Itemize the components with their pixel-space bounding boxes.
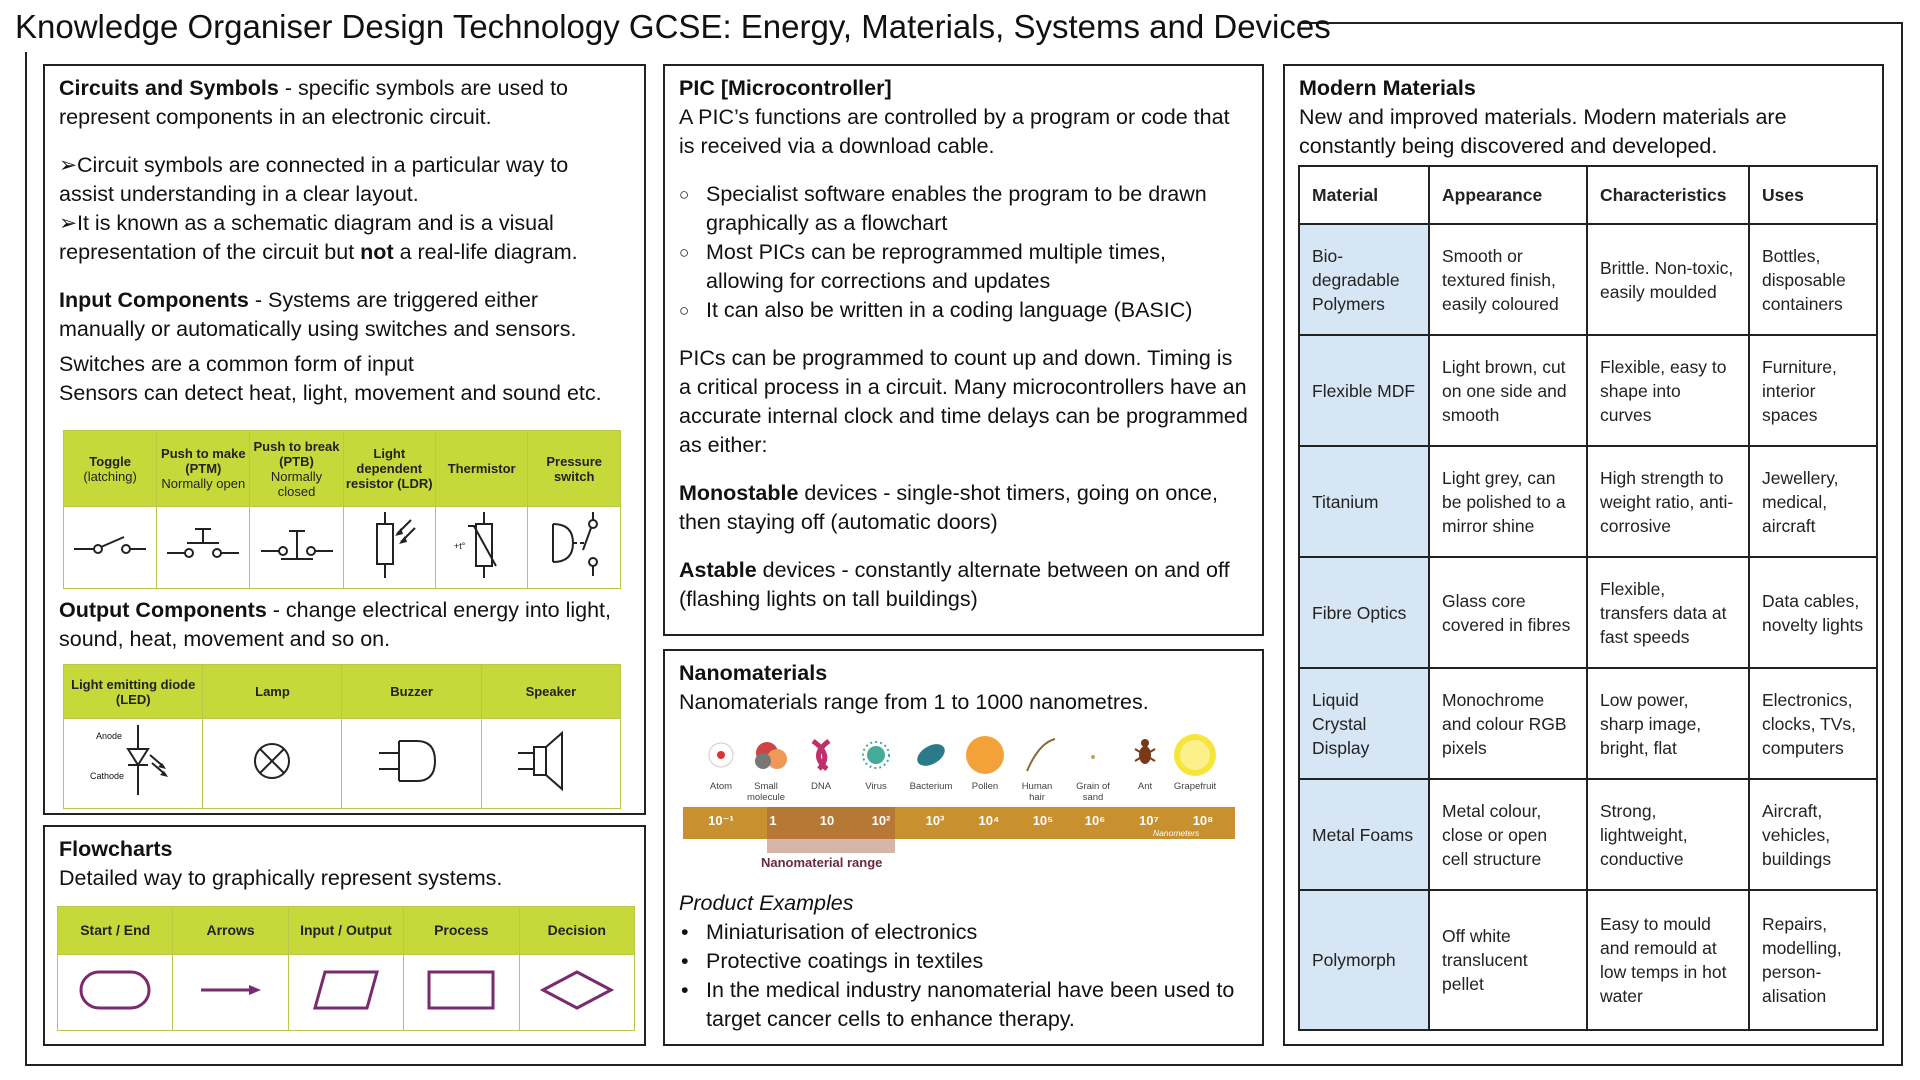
circuits-point-1 bbox=[59, 151, 629, 209]
input-line-1: Switches are a common form of input bbox=[59, 352, 414, 376]
thermistor-icon bbox=[435, 507, 527, 589]
scale-tick: 10⁴ bbox=[978, 813, 1000, 828]
thermistor-temp-label: +t° bbox=[453, 541, 466, 551]
header-sub: Normally closed bbox=[270, 468, 323, 499]
material-appearance: Smooth or textured finish, easily coloured bbox=[1429, 224, 1587, 335]
virus-icon bbox=[863, 742, 889, 768]
product-example: • In the medical industry nanomaterial have been used to target cancer cells to enhance therapy. bbox=[679, 976, 1249, 1034]
col-uses: Uses bbox=[1749, 166, 1877, 224]
col-characteristics: Characteristics bbox=[1587, 166, 1749, 224]
monostable-term: Monostable bbox=[679, 481, 799, 505]
monostable-text: devices - single-shot timers, going on once, then staying off (automatic doors) bbox=[679, 481, 1218, 534]
input-header-ptb bbox=[250, 431, 343, 507]
anode-label: Anode bbox=[96, 731, 123, 741]
nano-label-small-molecule: Small molecule bbox=[746, 781, 786, 803]
product-example: • Protective coatings in textiles bbox=[679, 947, 1249, 976]
material-name: Bio-degradable Polymers bbox=[1299, 224, 1429, 335]
material-name: Titanium bbox=[1299, 446, 1429, 557]
pic-intro: A PIC’s functions are controlled by a program or code that is received via a download cable. bbox=[679, 105, 1230, 158]
circuits-point-2-end: a real-life diagram. bbox=[393, 240, 578, 264]
buzzer-icon bbox=[342, 719, 481, 809]
nano-label-bacterium: Bacterium bbox=[909, 781, 953, 792]
output-header-speaker: Speaker bbox=[481, 665, 620, 719]
arrow-bullet-icon: ➢ bbox=[59, 211, 78, 235]
table-row bbox=[1299, 890, 1877, 1030]
circuits-point-2-bold: not bbox=[360, 240, 394, 264]
table-row bbox=[1299, 335, 1877, 446]
material-name: Metal Foams bbox=[1299, 779, 1429, 890]
lamp-icon bbox=[203, 719, 342, 809]
header-main: Thermistor bbox=[447, 461, 516, 476]
product-examples-heading: Product Examples bbox=[679, 891, 854, 915]
scale-tick: 10⁻¹ bbox=[708, 813, 734, 828]
col-appearance: Appearance bbox=[1429, 166, 1587, 224]
push-to-make-icon bbox=[157, 507, 250, 589]
modern-heading: Modern Materials bbox=[1299, 76, 1476, 100]
dna-icon bbox=[813, 741, 829, 769]
grain-of-sand-icon bbox=[1091, 755, 1095, 759]
nano-label-grain-of-sand: Grain of sand bbox=[1076, 781, 1110, 803]
scale-tick: 10 bbox=[819, 813, 835, 828]
table-row bbox=[1299, 779, 1877, 890]
header-main: Toggle bbox=[89, 453, 131, 469]
header-sub: Normally open bbox=[161, 476, 246, 491]
material-characteristics: Easy to mould and remould at low temps in hot water bbox=[1587, 890, 1749, 1030]
header-main: Pressure switch bbox=[546, 453, 603, 484]
material-characteristics: Flexible, transfers data at fast speeds bbox=[1587, 557, 1749, 668]
flowcharts-intro: Detailed way to graphically represent systems. bbox=[59, 866, 503, 890]
arrow-shape-icon bbox=[173, 955, 288, 1031]
diamond-shape-icon bbox=[519, 955, 634, 1031]
material-name: Liquid Crystal Display bbox=[1299, 668, 1429, 779]
astable-term: Astable bbox=[679, 558, 757, 582]
output-header-lamp: Lamp bbox=[203, 665, 342, 719]
table-row bbox=[1299, 668, 1877, 779]
product-example: • Miniaturisation of electronics bbox=[679, 918, 1249, 947]
material-appearance: Glass core covered in fibres bbox=[1429, 557, 1587, 668]
output-heading: Output Components bbox=[59, 598, 267, 622]
circuits-intro bbox=[59, 74, 629, 132]
nano-label-ant: Ant bbox=[1137, 781, 1153, 792]
output-intro bbox=[59, 596, 639, 654]
header-main: Light dependent resistor (LDR) bbox=[345, 446, 433, 491]
input-header-ldr bbox=[343, 431, 435, 507]
input-header-pressure bbox=[528, 431, 621, 507]
pic-bullet: ○ It can also be written in a coding language (BASIC) bbox=[679, 296, 1249, 325]
material-uses: Repairs, modelling, person-alisation bbox=[1749, 890, 1877, 1030]
pic-astable bbox=[679, 556, 1249, 614]
speaker-icon bbox=[481, 719, 620, 809]
material-uses: Bottles, disposable containers bbox=[1749, 224, 1877, 335]
pressure-switch-icon bbox=[528, 507, 621, 589]
scale-unit: Nanometers bbox=[1153, 828, 1200, 838]
material-uses: Furniture, interior spaces bbox=[1749, 335, 1877, 446]
small-molecule-icon bbox=[755, 742, 787, 769]
flowcharts-panel bbox=[43, 825, 646, 1046]
circuits-intro-text: - specific symbols are used to represent components in an electronic circuit. bbox=[59, 76, 569, 129]
parallelogram-shape-icon bbox=[288, 955, 403, 1031]
input-header-thermistor bbox=[435, 431, 527, 507]
scale-tick: 10⁸ bbox=[1192, 813, 1214, 828]
pic-panel bbox=[663, 64, 1264, 636]
scale-tick: 10² bbox=[871, 813, 891, 828]
material-uses: Aircraft, vehicles, buildings bbox=[1749, 779, 1877, 890]
arrow-bullet-icon: ➢ bbox=[59, 153, 78, 177]
header-main: Push to break (PTB) bbox=[253, 438, 340, 469]
material-uses: Data cables, novelty lights bbox=[1749, 557, 1877, 668]
table-row bbox=[1299, 446, 1877, 557]
nano-label-grapefruit: Grapefruit bbox=[1173, 781, 1217, 792]
circuits-point-2 bbox=[59, 209, 629, 267]
flowcharts-heading: Flowcharts bbox=[59, 837, 173, 861]
astable-text: devices - constantly alternate between on and off (flashing lights on tall buildings) bbox=[679, 558, 1230, 611]
pic-bullets bbox=[679, 180, 1249, 325]
ldr-icon bbox=[343, 507, 435, 589]
led-icon bbox=[64, 719, 203, 809]
pic-paragraph: PICs can be programmed to count up and down. Timing is a critical process in a circuit. Many microcontrollers have an accurate internal clock and time delays can be programmed as either: bbox=[679, 346, 1248, 457]
atom-icon bbox=[709, 743, 733, 767]
scale-tick: 10⁷ bbox=[1139, 813, 1159, 828]
circuits-panel bbox=[43, 64, 646, 815]
input-intro bbox=[59, 286, 629, 344]
material-name: Fibre Optics bbox=[1299, 557, 1429, 668]
material-characteristics: Strong, lightweight, conductive bbox=[1587, 779, 1749, 890]
output-header-led: Light emitting diode (LED) bbox=[64, 665, 203, 719]
material-characteristics: Flexible, easy to shape into curves bbox=[1587, 335, 1749, 446]
table-row bbox=[1299, 557, 1877, 668]
flow-header-input-output: Input / Output bbox=[288, 907, 403, 955]
pic-monostable bbox=[679, 479, 1249, 537]
rectangle-shape-icon bbox=[404, 955, 519, 1031]
scale-tick: 1 bbox=[769, 813, 777, 828]
circuits-heading: Circuits and Symbols bbox=[59, 76, 279, 100]
nano-scale-graphic bbox=[683, 731, 1235, 870]
nano-range-label: Nanomaterial range bbox=[761, 855, 883, 870]
header-sub: (latching) bbox=[83, 468, 137, 484]
material-appearance: Light grey, can be polished to a mirror shine bbox=[1429, 446, 1587, 557]
toggle-switch-icon bbox=[64, 507, 157, 589]
material-uses: Jewellery, medical, aircraft bbox=[1749, 446, 1877, 557]
scale-tick: 10⁶ bbox=[1084, 813, 1106, 828]
material-characteristics: Low power, sharp image, bright, flat bbox=[1587, 668, 1749, 779]
material-characteristics: High strength to weight ratio, anti-corrosive bbox=[1587, 446, 1749, 557]
flow-header-process: Process bbox=[404, 907, 519, 955]
input-symbols-table bbox=[63, 430, 621, 589]
nano-panel bbox=[663, 649, 1264, 1046]
material-appearance: Metal colour, close or open cell structure bbox=[1429, 779, 1587, 890]
grapefruit-icon bbox=[1174, 734, 1216, 776]
ant-icon bbox=[1135, 739, 1155, 764]
header-main: Push to make (PTM) bbox=[161, 446, 246, 476]
bacterium-icon bbox=[914, 740, 949, 771]
material-appearance: Monochrome and colour RGB pixels bbox=[1429, 668, 1587, 779]
material-uses: Electronics, clocks, TVs, computers bbox=[1749, 668, 1877, 779]
nano-label-virus: Virus bbox=[865, 781, 887, 792]
output-symbols-table bbox=[63, 664, 621, 809]
flow-header-arrows: Arrows bbox=[173, 907, 288, 955]
input-header-ptm bbox=[157, 431, 250, 507]
input-header-toggle bbox=[64, 431, 157, 507]
nano-label-atom: Atom bbox=[709, 781, 733, 792]
circuits-point-1-text: Circuit symbols are connected in a particular way to assist understanding in a clear layout. bbox=[59, 153, 569, 206]
pic-heading: PIC [Microcontroller] bbox=[679, 76, 892, 100]
material-appearance: Off white translucent pellet bbox=[1429, 890, 1587, 1030]
material-name: Polymorph bbox=[1299, 890, 1429, 1030]
push-to-break-icon bbox=[250, 507, 343, 589]
product-examples-list bbox=[679, 918, 1249, 1034]
flowchart-symbols-table bbox=[57, 906, 635, 1031]
col-material: Material bbox=[1299, 166, 1429, 224]
material-appearance: Light brown, cut on one side and smooth bbox=[1429, 335, 1587, 446]
input-line-2: Sensors can detect heat, light, movement and sound etc. bbox=[59, 381, 602, 405]
pollen-icon bbox=[966, 736, 1004, 774]
cathode-label: Cathode bbox=[90, 771, 125, 781]
modern-intro: New and improved materials. Modern materials are constantly being discovered and developed. bbox=[1299, 105, 1787, 158]
page-title: Knowledge Organiser Design Technology GCSE: Energy, Materials, Systems and Devices bbox=[15, 8, 1331, 45]
pic-bullet: ○ Specialist software enables the program to be drawn graphically as a flowchart bbox=[679, 180, 1249, 238]
flow-header-start-end: Start / End bbox=[58, 907, 173, 955]
scale-tick: 10³ bbox=[925, 813, 945, 828]
nano-heading: Nanomaterials bbox=[679, 661, 828, 685]
pic-bullet: ○ Most PICs can be reprogrammed multiple times, allowing for corrections and updates bbox=[679, 238, 1249, 296]
scale-tick: 10⁵ bbox=[1032, 813, 1054, 828]
flow-header-decision: Decision bbox=[519, 907, 634, 955]
input-heading: Input Components bbox=[59, 288, 249, 312]
modern-materials-table bbox=[1298, 165, 1878, 1031]
nano-label-pollen: Pollen bbox=[971, 781, 999, 792]
table-row bbox=[1299, 224, 1877, 335]
material-name: Flexible MDF bbox=[1299, 335, 1429, 446]
nano-intro: Nanomaterials range from 1 to 1000 nanometres. bbox=[679, 690, 1149, 714]
circuits-point-2-text: It is known as a schematic diagram and is a visual representation of the circuit but bbox=[59, 211, 554, 264]
input-intro-text: - Systems are triggered either manually or automatically using switches and sensors. bbox=[59, 288, 577, 341]
terminator-shape-icon bbox=[58, 955, 173, 1031]
nano-label-dna: DNA bbox=[810, 781, 832, 792]
material-characteristics: Brittle. Non-toxic, easily moulded bbox=[1587, 224, 1749, 335]
nano-label-human-hair: Human hair bbox=[1021, 781, 1053, 803]
output-header-buzzer: Buzzer bbox=[342, 665, 481, 719]
output-intro-text: - change electrical energy into light, sound, heat, movement and so on. bbox=[59, 598, 612, 651]
human-hair-icon bbox=[1027, 739, 1055, 771]
